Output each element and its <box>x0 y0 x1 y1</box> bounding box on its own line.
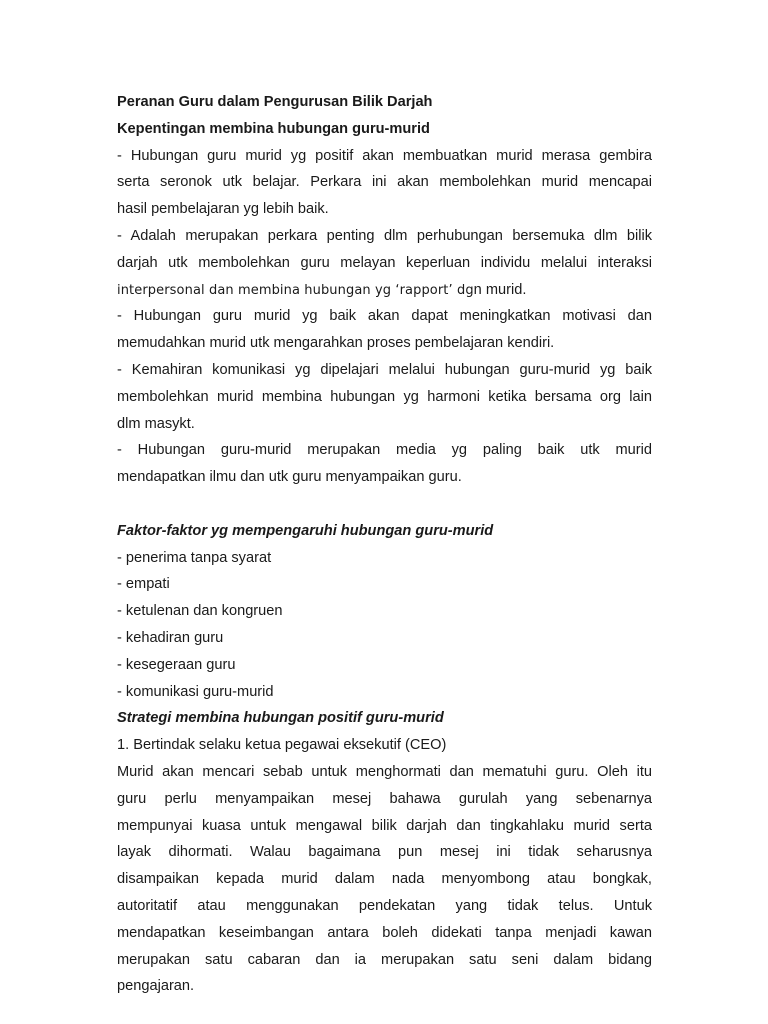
paragraph-line: dlm masykt. <box>117 415 195 432</box>
paragraph-line: - Adalah merupakan perkara penting dlm perhubungan bersemuka dlm bilik <box>117 227 652 244</box>
section-heading-strategy: Strategi membina hubungan positif guru-murid <box>117 710 444 727</box>
paragraph-line: Murid akan mencari sebab untuk menghormati dan mematuhi guru. Oleh itu <box>117 763 652 780</box>
paragraph-line: mendapatkan ilmu dan utk guru menyampaikan guru. <box>117 469 462 486</box>
paragraph-line-mixed <box>117 277 652 304</box>
paragraph-line: darjah utk membolehkan guru melayan keperluan individu melalui interaksi <box>117 254 652 271</box>
paragraph-line: - Hubungan guru murid yg baik akan dapat meningkatkan motivasi dan <box>117 308 652 325</box>
paragraph-line: disampaikan kepada murid dalam nada menyombong atau bongkak, <box>117 871 652 888</box>
list-item: - empati <box>117 576 170 593</box>
list-item: - penerima tanpa syarat <box>117 549 272 566</box>
paragraph-line: autoritatif atau menggunakan pendekatan yang tidak telus. Untuk <box>117 897 652 914</box>
document-title: Peranan Guru dalam Pengurusan Bilik Darjah <box>117 94 433 110</box>
paragraph-line: serta seronok utk belajar. Perkara ini akan membolehkan murid mencapai <box>117 174 652 191</box>
paragraph-fragment: n murid. <box>473 281 527 298</box>
list-item: - ketulenan dan kongruen <box>117 603 283 620</box>
spacer <box>117 491 652 518</box>
paragraph-line: - Kemahiran komunikasi yg dipelajari melalui hubungan guru-murid yg baik <box>117 361 652 378</box>
paragraph-line: hasil pembelajaran yg lebih baik. <box>117 201 329 218</box>
paragraph-line: mendapatkan keseimbangan antara boleh didekati tanpa menjadi kawan <box>117 924 652 941</box>
paragraph-line: memudahkan murid utk mengarahkan proses pembelajaran kendiri. <box>117 335 555 352</box>
list-item: - komunikasi guru-murid <box>117 683 274 700</box>
paragraph-line: - Hubungan guru murid yg positif akan membuatkan murid merasa gembira <box>117 147 652 164</box>
list-item: - kesegeraan guru <box>117 656 236 673</box>
numbered-subheading: 1. Bertindak selaku ketua pegawai eksekutif (CEO) <box>117 737 447 754</box>
paragraph-line: pengajaran. <box>117 978 195 995</box>
paragraph-line: membolehkan murid membina hubungan yg harmoni ketika bersama org lain <box>117 388 652 405</box>
document-page <box>117 89 652 1000</box>
paragraph-line: merupakan satu cabaran dan ia merupakan satu seni dalam bidang <box>117 951 652 968</box>
section-heading-factors: Faktor-faktor yg mempengaruhi hubungan guru-murid <box>117 522 494 539</box>
paragraph-line: layak dihormati. Walau bagaimana pun mesej ini tidak seharusnya <box>117 844 652 861</box>
paragraph-fragment: interpersonal dan membina hubungan yg ‘rapport’ dg <box>117 282 474 298</box>
paragraph-line: - Hubungan guru-murid merupakan media yg paling baik utk murid <box>117 442 652 459</box>
list-item: - kehadiran guru <box>117 629 224 646</box>
section-heading-importance: Kepentingan membina hubungan guru-murid <box>117 120 430 137</box>
paragraph-line: guru perlu menyampaikan mesej bahawa gurulah yang sebenarnya <box>117 790 652 807</box>
paragraph-line: mempunyai kuasa untuk mengawal bilik darjah dan tingkahlaku murid serta <box>117 817 652 834</box>
